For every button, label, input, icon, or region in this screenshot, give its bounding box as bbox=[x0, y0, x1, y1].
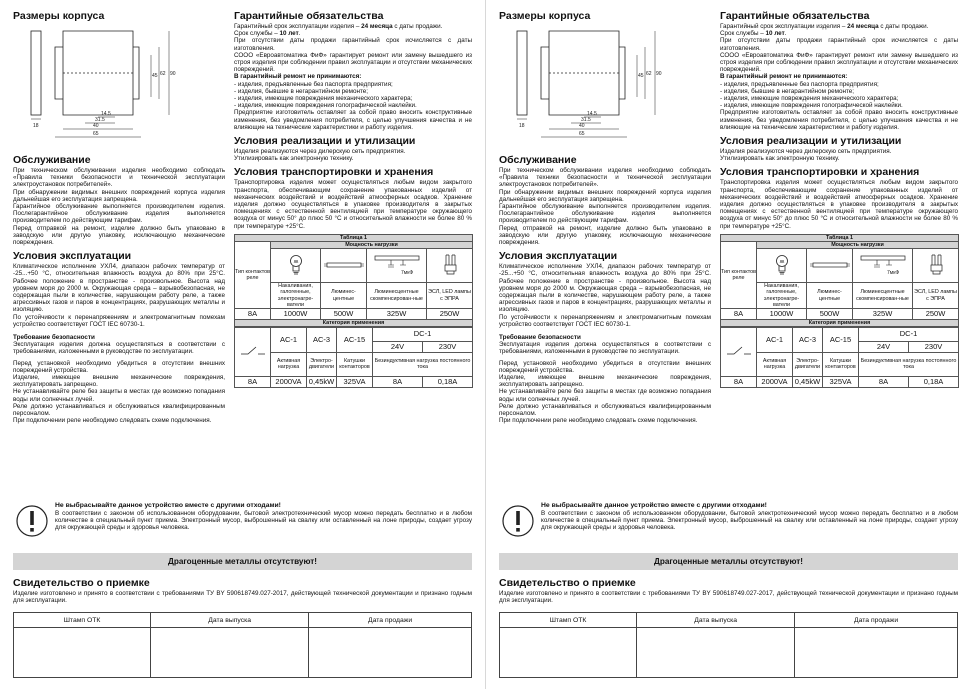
notice-text: В соответствии с законом об использованном оборудовании, бытовой электротехнический мусор можно передать бесплатно и в любом количестве в специальный пункт приема. Электронный мусор, выброшенный на свалку или оставленный на лоне природы, создает угрозу для окружающей среды и здоровья человека. bbox=[541, 510, 958, 532]
disposal-notice bbox=[499, 500, 958, 540]
sale-date-field[interactable] bbox=[795, 628, 958, 678]
safety-text: Перед установкой необходимо убедиться в отсутствии внешних повреждений устройства. bbox=[13, 359, 225, 374]
category-desc: Активная нагрузка bbox=[757, 352, 793, 376]
cfl-led-lamp-icon bbox=[427, 249, 473, 283]
operation-title: Условия эксплуатации bbox=[499, 250, 618, 263]
left-column bbox=[499, 10, 711, 425]
maintenance-text: Гарантийное обслуживание выполняется производителем изделия. Послегарантийное обслуживание изделия выполняется производителем по действующим тарифам. bbox=[13, 203, 225, 225]
dim-label: 40 bbox=[93, 123, 99, 129]
operation-text: Климатическое исполнение УХЛ4, диапазон рабочих температур от -25...+50 °С, относительная влажность воздуха до 80% при 25°С. Рабочее положение в пространстве - произвольное. Высота над уровнем моря до 2000 м. Окружающая среда – взрывобезопасная, не содержащая пыли в количестве, нарушающем работу реле, а также агрессивных газов и паров в концентрациях, разрушающих металлы и изоляцию. bbox=[499, 263, 711, 314]
compensated-fluorescent-icon bbox=[367, 249, 427, 283]
category-code: AC-1 bbox=[271, 327, 307, 352]
sale-title: Условия реализации и утилизации bbox=[720, 135, 902, 148]
category-desc: Электро-двигатели bbox=[307, 352, 337, 376]
sale-title: Условия реализации и утилизации bbox=[234, 135, 416, 148]
category-value: 0,45kW bbox=[307, 376, 337, 387]
safety-text: Изделие, имеющее внешние механические повреждения, эксплуатировать запрещено. bbox=[13, 374, 225, 389]
category-value: 2000VA bbox=[757, 376, 793, 387]
certificate-text: Изделие изготовлено и принято в соответствии с требованиями ТУ BY 590618749.027-2017, действующей технической документации и признано годным для эксплуатации. bbox=[499, 590, 958, 605]
safety-text: Не устанавливайте реле без защиты в местах где возможно попадания воды или солнечных лучей. bbox=[499, 388, 711, 403]
dim-label: 45 bbox=[638, 73, 644, 79]
safety-text: Перед установкой необходимо убедиться в отсутствии внешних повреждений устройства. bbox=[499, 359, 711, 374]
operation-text: По устойчивости к перенапряжениям и электромагнитным помехам устройство соответствует ГОСТ IEC 60730-1. bbox=[499, 313, 711, 328]
warranty-term: Гарантийный срок эксплуатации изделия – 24 месяца с даты продажи. bbox=[720, 23, 929, 30]
sale-date-header: Дата продажи bbox=[795, 613, 958, 628]
dim-label: 62 bbox=[160, 71, 166, 77]
current-cell: 8А bbox=[721, 376, 757, 387]
warranty-text: Предприятие изготовитель оставляет за собой право вносить конструктивные изменения, без уведомления потребителя, с целью улучшения качества и не влияющие на технические характеристики и работу изделия. bbox=[234, 109, 472, 131]
warranty-text: СООО «Евроавтоматика ФиФ» гарантирует ремонт или замену вышедшего из строя изделия при соблюдении правил эксплуатации и отсутствии механических повреждений. bbox=[234, 51, 472, 74]
warranty-exclusion: - изделия, бывшие в негарантийном ремонте; bbox=[234, 87, 369, 95]
lamp-type-label: Люминес-центные bbox=[807, 283, 853, 309]
category-desc: Безиндуктивная нагрузка постоянного тока bbox=[859, 352, 959, 376]
lamp-type-label: ЭСЛ, LED лампы с ЭПРА bbox=[427, 283, 473, 309]
contact-type-label: Тип контактов реле bbox=[235, 242, 271, 309]
sale-text: Изделия реализуются через дилерскую сеть предприятия. bbox=[720, 148, 892, 156]
dimensions-title: Размеры корпуса bbox=[499, 10, 591, 22]
precious-metals-banner: Драгоценные металлы отсутствуют! bbox=[13, 553, 472, 570]
disposal-notice bbox=[13, 500, 472, 540]
power-value: 1000W bbox=[271, 309, 321, 320]
exclamation-icon bbox=[501, 504, 535, 538]
signature-table bbox=[499, 612, 958, 678]
load-table bbox=[234, 234, 473, 327]
lamp-type-label: ЭСЛ, LED лампы с ЭПРА bbox=[913, 283, 959, 309]
maintenance-text: При обнаружении видимых внешних повреждений корпуса изделия дальнейшая его эксплуатация запрещена. bbox=[499, 188, 711, 203]
category-code: AC-15 bbox=[337, 327, 373, 352]
operation-text: По устойчивости к перенапряжениям и электромагнитным помехам устройство соответствует ГОСТ IEC 60730-1. bbox=[13, 313, 225, 328]
dim-label: 31.5 bbox=[95, 117, 105, 123]
power-value: 250W bbox=[913, 309, 959, 320]
safety-text: Изделие, имеющее внешние механические повреждения, эксплуатировать запрещено. bbox=[499, 374, 711, 389]
category-desc: Активная нагрузка bbox=[271, 352, 307, 376]
category-desc: Катушки контакторов bbox=[823, 352, 859, 376]
power-header: Мощность нагрузки bbox=[757, 242, 959, 249]
passport-page-right bbox=[486, 0, 970, 689]
dim-label: 14.5 bbox=[101, 111, 111, 117]
warranty-exclusion: - изделия, имеющие повреждения голографической наклейки. bbox=[234, 102, 417, 110]
maintenance-text: Перед отправкой на ремонт, изделие должно быть упаковано в заводскую или другую упаковку, исключающую механические повреждения. bbox=[13, 224, 225, 247]
precious-metals-banner: Драгоценные металлы отсутствуют! bbox=[499, 553, 958, 570]
certificate-text: Изделие изготовлено и принято в соответствии с требованиями ТУ BY 590618749.027-2017, действующей технической документации и признано годным для эксплуатации. bbox=[13, 590, 472, 605]
warranty-exclusion: - изделия, имеющие повреждения механического характера; bbox=[720, 95, 899, 103]
category-header: Категория применения bbox=[721, 320, 959, 327]
release-date-header: Дата выпуска bbox=[151, 613, 309, 628]
contact-symbol-icon bbox=[235, 327, 271, 376]
dim-label: 90 bbox=[656, 71, 662, 77]
lamp-type-label: Накаливания, галогенные, электронагре-ватели bbox=[271, 283, 321, 309]
safety-text: Не устанавливайте реле без защиты в местах где возможно попадания воды или солнечных лучей. bbox=[13, 388, 225, 403]
compensated-fluorescent-icon bbox=[853, 249, 913, 283]
category-desc: Электро-двигатели bbox=[793, 352, 823, 376]
otk-stamp-field[interactable] bbox=[14, 628, 151, 678]
dim-label: 40 bbox=[579, 123, 585, 129]
maintenance-text: При техническом обслуживании изделия необходимо соблюдать «Правила техники безопасности и технической эксплуатации электроустановок потребителей». bbox=[13, 167, 225, 189]
category-value: 0,45kW bbox=[793, 376, 823, 387]
warranty-text: Предприятие изготовитель оставляет за собой право вносить конструктивные изменения, без уведомления потребителя, с целью улучшения качества и не влияющие на технические характеристики и работу изделия. bbox=[720, 109, 958, 131]
capacitor-label: 7мкФ bbox=[400, 269, 413, 276]
left-column bbox=[13, 10, 225, 425]
housing-dimensions-drawing bbox=[509, 25, 669, 143]
category-code: DC-1 bbox=[859, 327, 959, 341]
release-date-field[interactable] bbox=[151, 628, 309, 678]
category-code: DC-1 bbox=[373, 327, 473, 341]
release-date-field[interactable] bbox=[637, 628, 795, 678]
otk-stamp-header: Штамп ОТК bbox=[500, 613, 637, 628]
otk-stamp-header: Штамп ОТК bbox=[14, 613, 151, 628]
category-value: 0,18A bbox=[423, 376, 473, 387]
exclamation-icon bbox=[15, 504, 49, 538]
housing-dimensions-drawing bbox=[23, 25, 183, 143]
service-life: Срок службы – 10 лет. bbox=[234, 30, 301, 38]
acceptance-certificate bbox=[499, 577, 958, 604]
safety-text: Реле должно устанавливаться и обслуживаться квалифицированным персоналом. bbox=[13, 402, 225, 418]
incandescent-lamp-icon bbox=[271, 249, 321, 283]
passport-page-left bbox=[0, 0, 484, 689]
maintenance-text: Гарантийное обслуживание выполняется производителем изделия. Послегарантийное обслуживание изделия выполняется производителем по действующим тарифам. bbox=[499, 203, 711, 225]
table-caption: Таблица 1 bbox=[235, 234, 473, 241]
safety-title: Требование безопасности bbox=[13, 334, 95, 342]
notice-text: В соответствии с законом об использованном оборудовании, бытовой электротехнический мусор можно передать бесплатно и в любом количестве в специальный пункт приема. Электронный мусор, выброшенный на свалку или оставленный на лоне природы, создает угрозу для окружающей среды и здоровья человека. bbox=[55, 510, 472, 532]
notice-title: Не выбрасывайте данное устройство вместе с другими отходами! bbox=[541, 502, 767, 509]
warranty-title: Гарантийные обязательства bbox=[234, 10, 384, 22]
dc-voltage: 230V bbox=[423, 341, 473, 352]
warranty-exclusion: - изделия, предъявленные без паспорта предприятия; bbox=[720, 80, 879, 88]
dim-label: 18 bbox=[33, 123, 39, 129]
safety-text: Эксплуатация изделия должна осуществляться в соответствии с требованиями, изложенными в руководстве по эксплуатации. bbox=[499, 341, 711, 356]
category-table bbox=[234, 327, 473, 388]
dc-voltage: 230V bbox=[909, 341, 959, 352]
power-value: 1000W bbox=[757, 309, 807, 320]
incandescent-lamp-icon bbox=[757, 249, 807, 283]
dim-label: 14.5 bbox=[587, 111, 597, 117]
contact-symbol-icon bbox=[721, 327, 757, 376]
category-code: AC-15 bbox=[823, 327, 859, 352]
maintenance-text: При обнаружении видимых внешних повреждений корпуса изделия дальнейшая его эксплуатация запрещена. bbox=[13, 188, 225, 203]
warranty-exclusions-title: В гарантийный ремонт не принимаются: bbox=[234, 73, 362, 81]
service-life: Срок службы – 10 лет. bbox=[720, 30, 787, 38]
category-value: 0,18A bbox=[909, 376, 959, 387]
warranty-term: Гарантийный срок эксплуатации изделия – 24 месяца с даты продажи. bbox=[234, 23, 443, 30]
dim-label: 45 bbox=[152, 73, 158, 79]
transport-text: Транспортировка изделия может осуществляться любым видом закрытого транспорта, обеспечивающим сохранение упакованных изделий от механических воздействий и воздействий атмосферных осадков. Хранение изделия должно осуществляться в упаковке производителя в закрытых помещениях с естественной вентиляцией при температуре окружающего воздуха от минус 50° до плюс 50 °С и относительной влажности не более 80 % при температуре +25°С. bbox=[720, 179, 958, 230]
sale-date-header: Дата продажи bbox=[309, 613, 472, 628]
transport-title: Условия транспортировки и хранения bbox=[234, 166, 434, 179]
category-desc: Катушки контакторов bbox=[337, 352, 373, 376]
maintenance-title: Обслуживание bbox=[13, 154, 91, 166]
power-value: 325W bbox=[853, 309, 913, 320]
lamp-type-label: Люминесцентные скомпенсирован-ные bbox=[853, 283, 913, 309]
safety-title: Требование безопасности bbox=[499, 334, 581, 342]
dim-label: 62 bbox=[646, 71, 652, 77]
fluorescent-tube-icon bbox=[807, 249, 853, 283]
maintenance-text: При техническом обслуживании изделия необходимо соблюдать «Правила техники безопасности и технической эксплуатации электроустановок потребителей». bbox=[499, 167, 711, 189]
safety-text: При подключении реле необходимо следовать схеме подключения. bbox=[13, 417, 212, 425]
category-code: AC-3 bbox=[793, 327, 823, 352]
dim-label: 31.5 bbox=[581, 117, 591, 123]
transport-text: Транспортировка изделия может осуществляться любым видом закрытого транспорта, обеспечивающим сохранение упакованных изделий от механических воздействий и воздействий атмосферных осадков. Хранение изделия должно осуществляться в упаковке производителя в закрытых помещениях с естественной вентиляцией при температуре окружающего воздуха от минус 50° до плюс 50 °С и относительной влажности не более 80 % при температуре +25°С. bbox=[234, 179, 472, 230]
current-cell: 8А bbox=[721, 309, 757, 320]
table-caption: Таблица 1 bbox=[721, 234, 959, 241]
lamp-type-label: Накаливания, галогенные, электронагре-ватели bbox=[757, 283, 807, 309]
dim-label: 90 bbox=[170, 71, 176, 77]
cfl-led-lamp-icon bbox=[913, 249, 959, 283]
transport-title: Условия транспортировки и хранения bbox=[720, 166, 920, 179]
certificate-title: Свидетельство о приемке bbox=[13, 577, 150, 589]
warranty-exclusion: - изделия, имеющие повреждения механического характера; bbox=[234, 95, 413, 103]
category-value: 8A bbox=[373, 376, 423, 387]
category-value: 2000VA bbox=[271, 376, 307, 387]
capacitor-label: 7мкФ bbox=[886, 269, 899, 276]
maintenance-title: Обслуживание bbox=[499, 154, 577, 166]
dim-label: 65 bbox=[93, 131, 99, 137]
sale-text: Изделия реализуются через дилерскую сеть предприятия. bbox=[234, 148, 406, 156]
dim-label: 65 bbox=[579, 131, 585, 137]
current-cell: 8А bbox=[235, 309, 271, 320]
category-value: 325VA bbox=[337, 376, 373, 387]
operation-text: Климатическое исполнение УХЛ4, диапазон рабочих температур от -25...+50 °С, относительная влажность воздуха до 80% при 25°С. Рабочее положение в пространстве - произвольное. Высота над уровнем моря до 2000 м. Окружающая среда – взрывобезопасная, не содержащая пыли в количестве, нарушающем работу реле, а также агрессивных газов и паров в концентрациях, разрушающих металлы и изоляцию. bbox=[13, 263, 225, 314]
power-value: 500W bbox=[807, 309, 853, 320]
dim-label: 18 bbox=[519, 123, 525, 129]
lamp-type-label: Люминесцентные скомпенсирован-ные bbox=[367, 283, 427, 309]
category-desc: Безиндуктивная нагрузка постоянного тока bbox=[373, 352, 473, 376]
warranty-exclusion: - изделия, бывшие в негарантийном ремонте; bbox=[720, 87, 855, 95]
category-value: 325VA bbox=[823, 376, 859, 387]
warranty-exclusion: - изделия, имеющие повреждения голографической наклейки. bbox=[720, 102, 903, 110]
notice-title: Не выбрасывайте данное устройство вместе с другими отходами! bbox=[55, 502, 281, 509]
warranty-exclusions-title: В гарантийный ремонт не принимаются: bbox=[720, 73, 848, 81]
warranty-exclusion: - изделия, предъявленные без паспорта предприятия; bbox=[234, 80, 393, 88]
current-cell: 8А bbox=[235, 376, 271, 387]
maintenance-text: Перед отправкой на ремонт, изделие должно быть упаковано в заводскую или другую упаковку, исключающую механические повреждения. bbox=[499, 224, 711, 247]
sale-text: Утилизировать как электронную технику. bbox=[720, 155, 840, 163]
warranty-text: При отсутствии даты продажи гарантийный срок исчисляется с даты изготовления. bbox=[720, 37, 958, 52]
safety-text: Эксплуатация изделия должна осуществляться в соответствии с требованиями, изложенными в руководстве по эксплуатации. bbox=[13, 341, 225, 356]
power-value: 325W bbox=[367, 309, 427, 320]
contact-type-label: Тип контактов реле bbox=[721, 242, 757, 309]
fluorescent-tube-icon bbox=[321, 249, 367, 283]
power-value: 500W bbox=[321, 309, 367, 320]
category-value: 8A bbox=[859, 376, 909, 387]
category-code: AC-3 bbox=[307, 327, 337, 352]
right-column bbox=[720, 10, 958, 388]
dc-voltage: 24V bbox=[859, 341, 909, 352]
load-table bbox=[720, 234, 959, 327]
sale-date-field[interactable] bbox=[309, 628, 472, 678]
category-header: Категория применения bbox=[235, 320, 473, 327]
warranty-text: При отсутствии даты продажи гарантийный срок исчисляется с даты изготовления. bbox=[234, 37, 472, 52]
release-date-header: Дата выпуска bbox=[637, 613, 795, 628]
safety-text: При подключении реле необходимо следовать схеме подключения. bbox=[499, 417, 698, 425]
right-column bbox=[234, 10, 472, 388]
power-header: Мощность нагрузки bbox=[271, 242, 473, 249]
signature-table bbox=[13, 612, 472, 678]
category-table bbox=[720, 327, 959, 388]
dimensions-title: Размеры корпуса bbox=[13, 10, 105, 22]
power-value: 250W bbox=[427, 309, 473, 320]
category-code: AC-1 bbox=[757, 327, 793, 352]
safety-text: Реле должно устанавливаться и обслуживаться квалифицированным персоналом. bbox=[499, 402, 711, 418]
acceptance-certificate bbox=[13, 577, 472, 604]
certificate-title: Свидетельство о приемке bbox=[499, 577, 636, 589]
lamp-type-label: Люминес-центные bbox=[321, 283, 367, 309]
warranty-title: Гарантийные обязательства bbox=[720, 10, 870, 22]
otk-stamp-field[interactable] bbox=[500, 628, 637, 678]
warranty-text: СООО «Евроавтоматика ФиФ» гарантирует ремонт или замену вышедшего из строя изделия при соблюдении правил эксплуатации и отсутствии механических повреждений. bbox=[720, 51, 958, 74]
sale-text: Утилизировать как электронную технику. bbox=[234, 155, 354, 163]
operation-title: Условия эксплуатации bbox=[13, 250, 132, 263]
dc-voltage: 24V bbox=[373, 341, 423, 352]
